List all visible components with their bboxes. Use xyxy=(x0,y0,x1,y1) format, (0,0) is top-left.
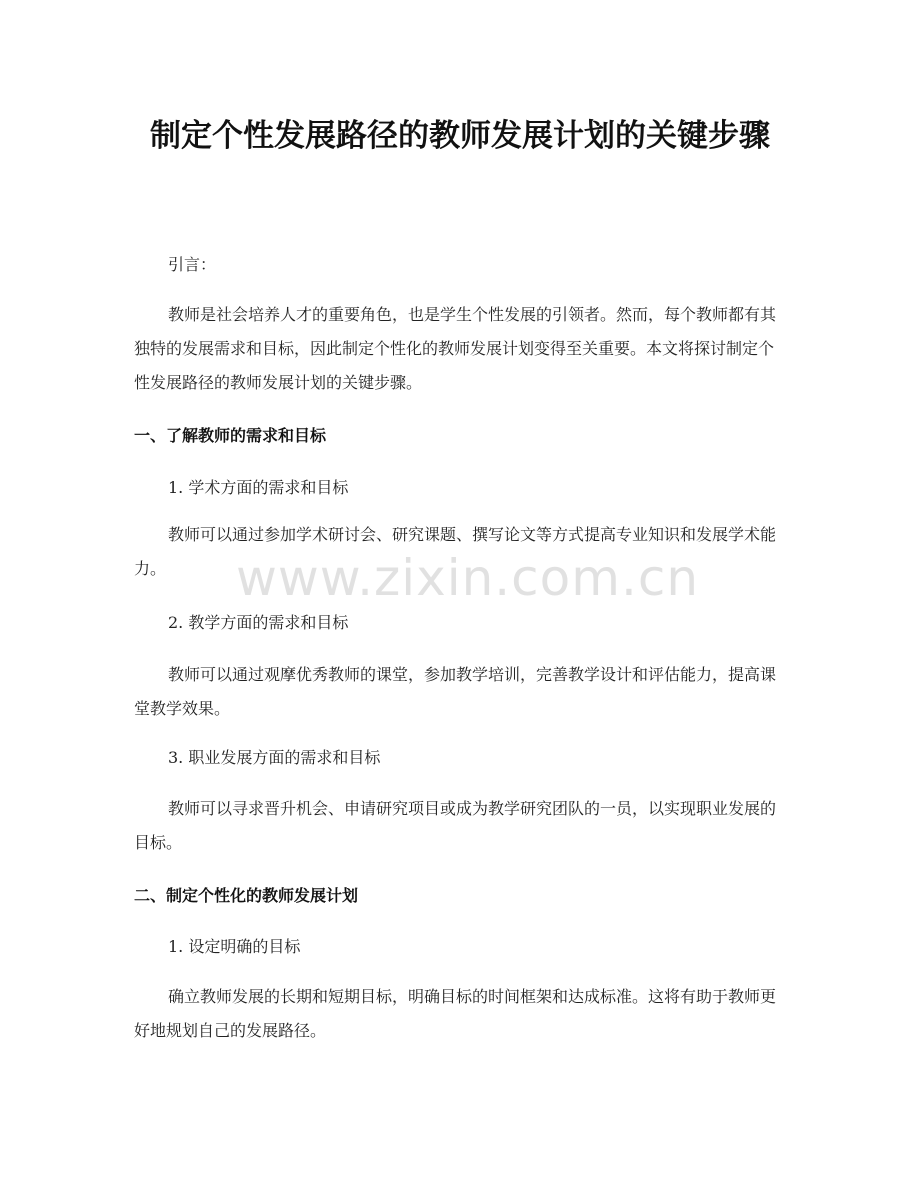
intro-paragraph: 教师是社会培养人才的重要角色，也是学生个性发展的引领者。然而，每个教师都有其独特的发展需求和目标，因此制定个性化的教师发展计划变得至关重要。本文将探讨制定个性发展路径的教师发展计划的关键步骤。 xyxy=(134,305,777,392)
subsection-label-1-2: 2. 教学方面的需求和目标 xyxy=(168,613,349,632)
document-title: 制定个性发展路径的教师发展计划的关键步骤 xyxy=(150,118,770,154)
watermark-text: www.zixin.com.cn xyxy=(236,549,700,607)
subsection-text-1-2: 教师可以通过观摩优秀教师的课堂，参加教学培训，完善教学设计和评估能力，提高课堂教学效果。 xyxy=(134,665,777,718)
subsection-label-1-3: 3. 职业发展方面的需求和目标 xyxy=(168,748,381,767)
subsection-text-1-1: 教师可以通过参加学术研讨会、研究课题、撰写论文等方式提高专业知识和发展学术能力。 xyxy=(134,525,777,578)
subsection-label-2-1: 1. 设定明确的目标 xyxy=(168,937,301,956)
section-heading-1: 一、了解教师的需求和目标 xyxy=(134,426,327,445)
section-heading-2: 二、制定个性化的教师发展计划 xyxy=(134,886,359,905)
intro-label: 引言： xyxy=(168,255,217,274)
subsection-label-1-1: 1. 学术方面的需求和目标 xyxy=(168,478,349,497)
subsection-text-1-3: 教师可以寻求晋升机会、申请研究项目或成为教学研究团队的一员，以实现职业发展的目标。 xyxy=(134,799,777,852)
subsection-text-2-1: 确立教师发展的长期和短期目标，明确目标的时间框架和达成标准。这将有助于教师更好地规划自己的发展路径。 xyxy=(134,987,777,1040)
